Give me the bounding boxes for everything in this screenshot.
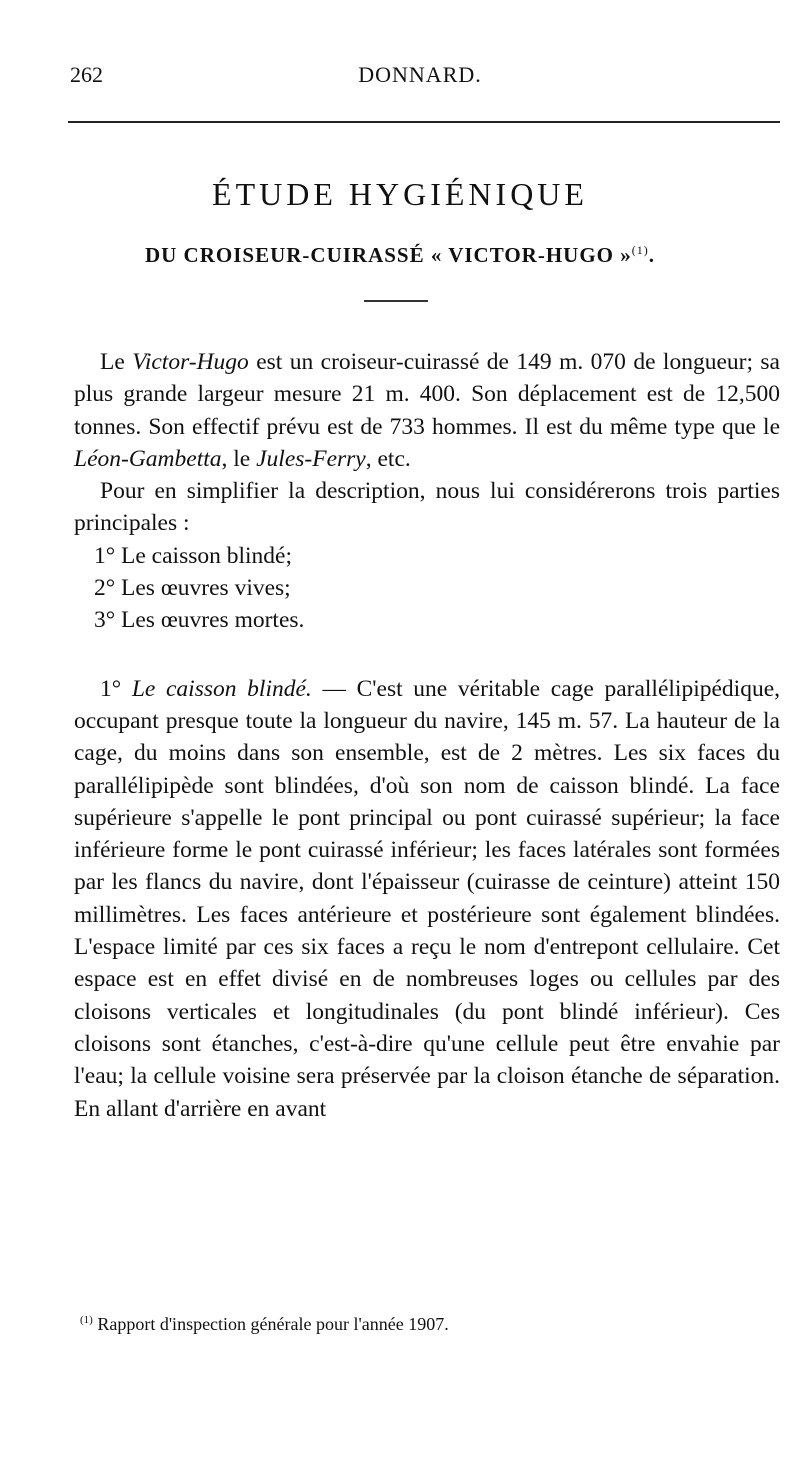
section-number: 1° [100,675,132,702]
title-divider [364,300,428,302]
paragraph-parts: Pour en simplifier la description, nous lui considérerons trois parties principales : [74,478,780,537]
footnote-mark: (1) [80,1314,93,1326]
section-heading: Le caisson blindé. [131,675,312,702]
paragraph-caisson [74,673,780,1125]
text-run: , le [221,445,257,472]
subtitle-text: DU CROISEUR-CUIRASSÉ « VICTOR-HUGO » [144,243,632,267]
footnote-text: Rapport d'inspection générale pour l'année 1907. [92,1314,449,1334]
ship-name: Léon-Gambetta [74,445,222,472]
page-number: 262 [70,62,103,87]
footnote-ref: (1) [631,243,649,257]
text-run: , etc. [365,445,411,472]
list-item: 1° Le caisson blindé; [94,542,293,569]
body-text [74,346,780,1125]
ship-name: Jules-Ferry [256,445,366,472]
article-subtitle [0,243,800,268]
running-head: DONNARD. [358,62,482,87]
page-header [70,62,770,96]
text-run: Le [100,349,133,375]
header-rule [68,121,780,123]
list-item: 2° Les œuvres vives; [94,575,291,602]
footnote [80,1314,760,1335]
list-item: 3° Les œuvres mortes. [94,607,305,634]
text-run: — C'est une véritable cage parallélipipédique, occupant presque toute la longueur du navire, 145 m. 57. La hauteur de la cage, du moins dans son ensemble, est de 2 mètres. Les six faces du parallélipipède sont blindées, d'où son nom de caisson blindé. La face supérieure s'appelle le pont principal ou pont cuirassé supérieur; la face inférieure forme le pont cuirassé inférieur; les faces latérales sont formées par les flancs du navire, dont l'épaisseur (cuirasse de ceinture) atteint 150 millimètres. Les faces antérieure et postérieure sont également blindées. L'espace limité par ces six faces a reçu le nom d'entrepont cellulaire. Cet espace est en effet divisé en de nombreuses loges ou cellules par des cloisons verticales et longitudinales (du pont blindé inférieur). Ces cloisons sont étanches, c'est-à-dire qu'une cellule peut être envahie par l'eau; la cellule voisine sera préservée par la cloison étanche de séparation. En allant d'arrière en avant [74,675,780,1122]
text-run: est un croiseur-cuirassé de 149 m. 070 de longueur; sa plus grande largeur mesure 21 m. 400. Son déplacement est de 12,500 tonnes. Son effectif prévu est de 733 hommes. Il est du même type que le [74,349,780,440]
paragraph-intro [74,346,780,475]
subtitle-period: . [648,243,656,267]
ship-name: Victor-Hugo [132,349,249,375]
article-title: ÉTUDE HYGIÉNIQUE [212,176,588,212]
